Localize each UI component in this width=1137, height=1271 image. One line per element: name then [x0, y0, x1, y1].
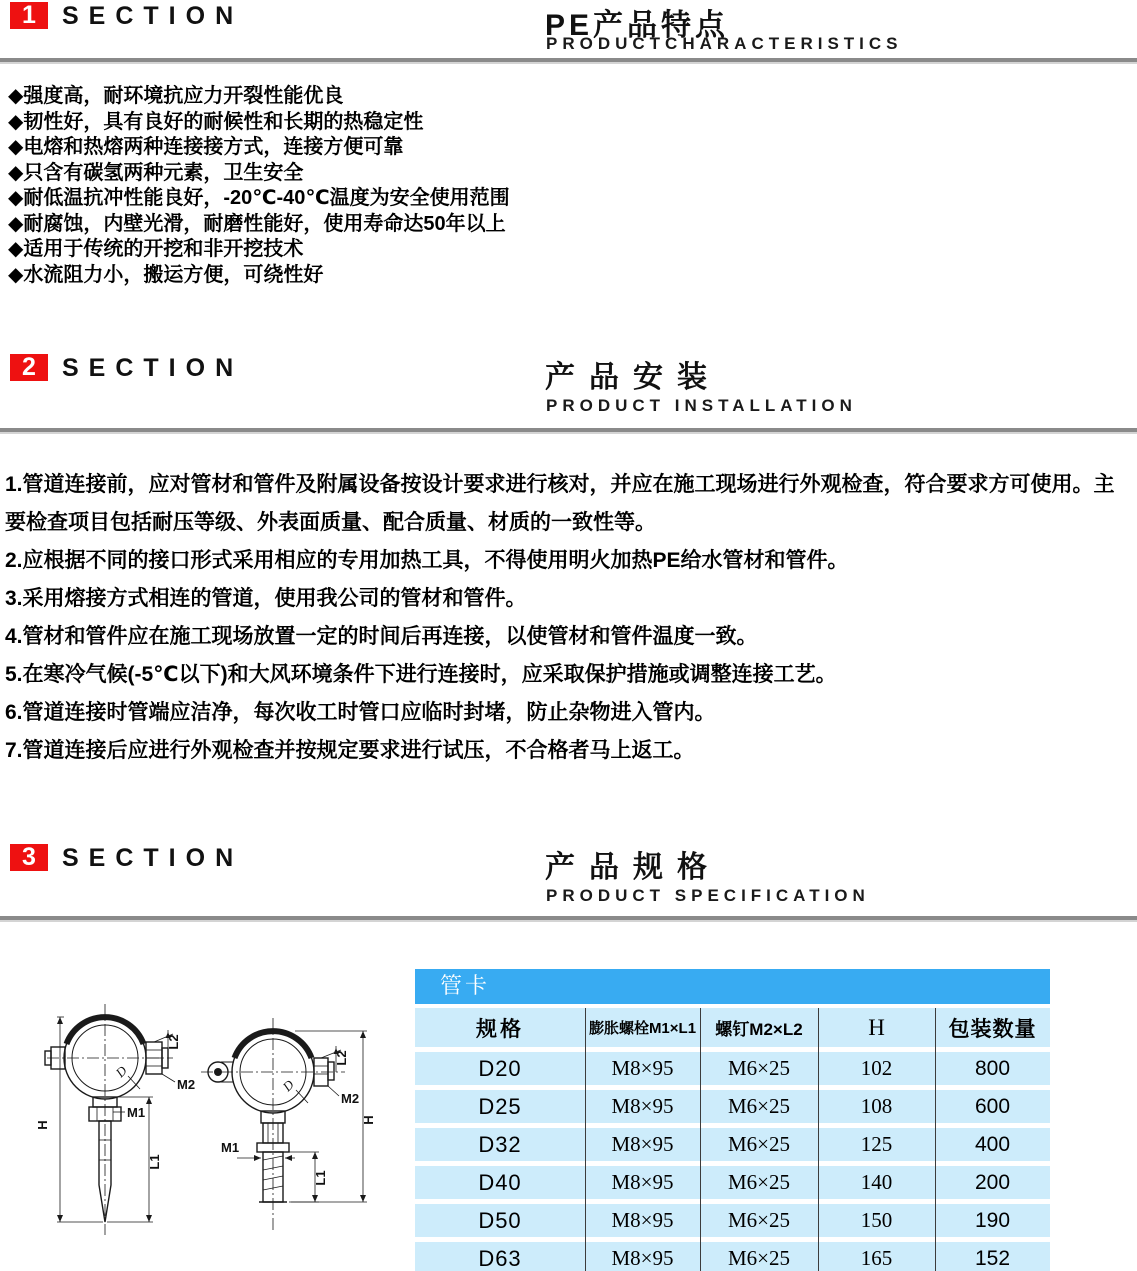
list-item: ◆韧性好，具有良好的耐候性和长期的热稳定性 — [8, 110, 424, 133]
section-3-title-cn: 产品规格 — [545, 851, 721, 884]
dim-label-m1: M1 — [127, 1105, 146, 1120]
product-characteristics-list — [8, 84, 1128, 288]
clamp-rod-drawing — [201, 1018, 367, 1230]
table-cell: M6×25 — [727, 1132, 790, 1156]
table-cell: 150 — [860, 1208, 893, 1232]
table-cell: D32 — [478, 1131, 522, 1157]
section-2-divider — [0, 428, 1137, 434]
table-cell: D40 — [478, 1169, 522, 1195]
section-1-label: SECTION — [62, 2, 244, 30]
dim-label-l2: L2 — [166, 1034, 181, 1050]
dim-label-d: D — [112, 1062, 130, 1081]
table-cell: M8×95 — [611, 1094, 674, 1118]
section-3-divider — [0, 916, 1137, 922]
table-cell: 190 — [974, 1208, 1011, 1232]
table-cell: M6×25 — [727, 1056, 790, 1080]
section-1-number-badge: 1 — [10, 2, 48, 29]
table-cell: 152 — [974, 1246, 1011, 1270]
dim-label-h: H — [35, 1120, 50, 1130]
table-cell: M8×95 — [611, 1208, 674, 1232]
dim-label-m1: M1 — [221, 1140, 240, 1155]
spec-table-grid — [415, 1008, 1050, 1271]
table-cell: M8×95 — [611, 1170, 674, 1194]
section-2-label: SECTION — [62, 354, 244, 382]
section-1-divider — [0, 58, 1137, 64]
table-cell: D20 — [478, 1055, 522, 1081]
table-cell: M8×95 — [611, 1056, 674, 1080]
table-header-row — [415, 1008, 1050, 1047]
table-cell: 102 — [860, 1056, 893, 1080]
list-item: ◆水流阻力小，搬运方便，可绕性好 — [8, 263, 324, 286]
dim-label-d: D — [279, 1076, 297, 1095]
table-cell: 200 — [974, 1170, 1011, 1194]
list-item: ◆适用于传统的开挖和非开挖技术 — [8, 238, 304, 260]
dim-label-l2: L2 — [334, 1050, 349, 1066]
list-item: 3.采用熔接方式相连的管道，使用我公司的管材和管件。 — [5, 587, 527, 610]
table-row — [415, 1166, 1050, 1199]
dim-label-h: H — [361, 1115, 376, 1125]
list-item: 1.管道连接前，应对管材和管件及附属设备按设计要求进行核对，并应在施工现场进行外观检查，符合要求方可使用。主要检查项目包括耐压等级、外表面质量、配合质量、材质的一致性等。 — [5, 473, 1115, 534]
spec-table-title: 管卡 — [415, 969, 1050, 1004]
table-cell: M6×25 — [727, 1094, 790, 1118]
section-3-number-badge: 3 — [10, 844, 48, 871]
list-item: 6.管道连接时管端应洁净，每次收工时管口应临时封堵，防止杂物进入管内。 — [5, 701, 716, 724]
table-column-divider — [700, 1008, 701, 1271]
table-cell: 125 — [860, 1132, 893, 1156]
section-3-title-en: PRODUCT SPECIFICATION — [546, 886, 870, 905]
spec-table — [415, 969, 1050, 1271]
list-item: ◆耐低温抗冲性能良好，-20℃-40℃温度为安全使用范围 — [8, 187, 510, 209]
section-3-label: SECTION — [62, 844, 244, 872]
table-cell: 600 — [974, 1094, 1011, 1118]
clamp-spike-drawing — [45, 1004, 175, 1235]
table-row — [415, 1128, 1050, 1161]
section-1-title-en: PRODUCTCHARACTERISTICS — [546, 34, 903, 53]
installation-steps-list — [5, 466, 1131, 770]
list-item: 2.应根据不同的接口形式采用相应的专用加热工具，不得使用明火加热PE给水管材和管件。 — [5, 549, 849, 572]
dim-label-l1: L1 — [147, 1154, 162, 1170]
section-2-title-en: PRODUCT INSTALLATION — [546, 396, 857, 415]
table-column-divider — [585, 1008, 586, 1271]
column-header: 膨胀螺栓M1×L1 — [588, 1020, 697, 1037]
list-item: ◆只含有碳氢两种元素，卫生安全 — [8, 161, 304, 184]
pipe-clamp-diagram — [15, 990, 415, 1271]
table-cell: 108 — [860, 1094, 893, 1118]
list-item: 7.管道连接后应进行外观检查并按规定要求进行试压，不合格者马上返工。 — [5, 739, 695, 762]
table-column-divider — [935, 1008, 936, 1271]
table-row — [415, 1052, 1050, 1085]
table-row — [415, 1090, 1050, 1123]
dim-label-l1: L1 — [313, 1170, 328, 1186]
list-item: 5.在寒冷气候(-5℃以下)和大风环境条件下进行连接时，应采取保护措施或调整连接工艺。 — [5, 663, 837, 686]
table-cell: D63 — [478, 1245, 522, 1271]
table-cell: D50 — [478, 1207, 522, 1233]
table-cell: 800 — [974, 1056, 1011, 1080]
column-header: H — [868, 1014, 885, 1040]
section-2-number-badge: 2 — [10, 354, 48, 381]
table-cell: M8×95 — [611, 1246, 674, 1270]
table-cell: M6×25 — [727, 1208, 790, 1232]
table-cell: M8×95 — [611, 1132, 674, 1156]
table-cell: 400 — [974, 1132, 1011, 1156]
table-cell: D25 — [478, 1093, 522, 1119]
column-header: 规格 — [476, 1017, 524, 1041]
table-cell: 140 — [860, 1170, 893, 1194]
dim-label-m2: M2 — [177, 1077, 196, 1092]
list-item: 4.管材和管件应在施工现场放置一定的时间后再连接，以使管材和管件温度一致。 — [5, 625, 758, 648]
column-header: 螺钉M2×L2 — [715, 1020, 803, 1039]
dim-label-m2: M2 — [341, 1091, 360, 1106]
table-cell: 165 — [860, 1246, 893, 1270]
section-2-title-cn: 产品安装 — [545, 361, 721, 394]
table-cell: M6×25 — [727, 1170, 790, 1194]
list-item: ◆强度高，耐环境抗应力开裂性能优良 — [8, 85, 344, 107]
section-1-title-cn: PE产品特点 — [545, 9, 730, 42]
table-row — [415, 1204, 1050, 1237]
column-header: 包装数量 — [948, 1017, 1037, 1041]
table-column-divider — [818, 1008, 819, 1271]
list-item: ◆耐腐蚀，内壁光滑，耐磨性能好，使用寿命达50年以上 — [8, 212, 506, 235]
list-item: ◆电熔和热熔两种连接接方式，连接方便可靠 — [8, 136, 404, 158]
table-cell: M6×25 — [727, 1246, 790, 1270]
table-row — [415, 1242, 1050, 1271]
